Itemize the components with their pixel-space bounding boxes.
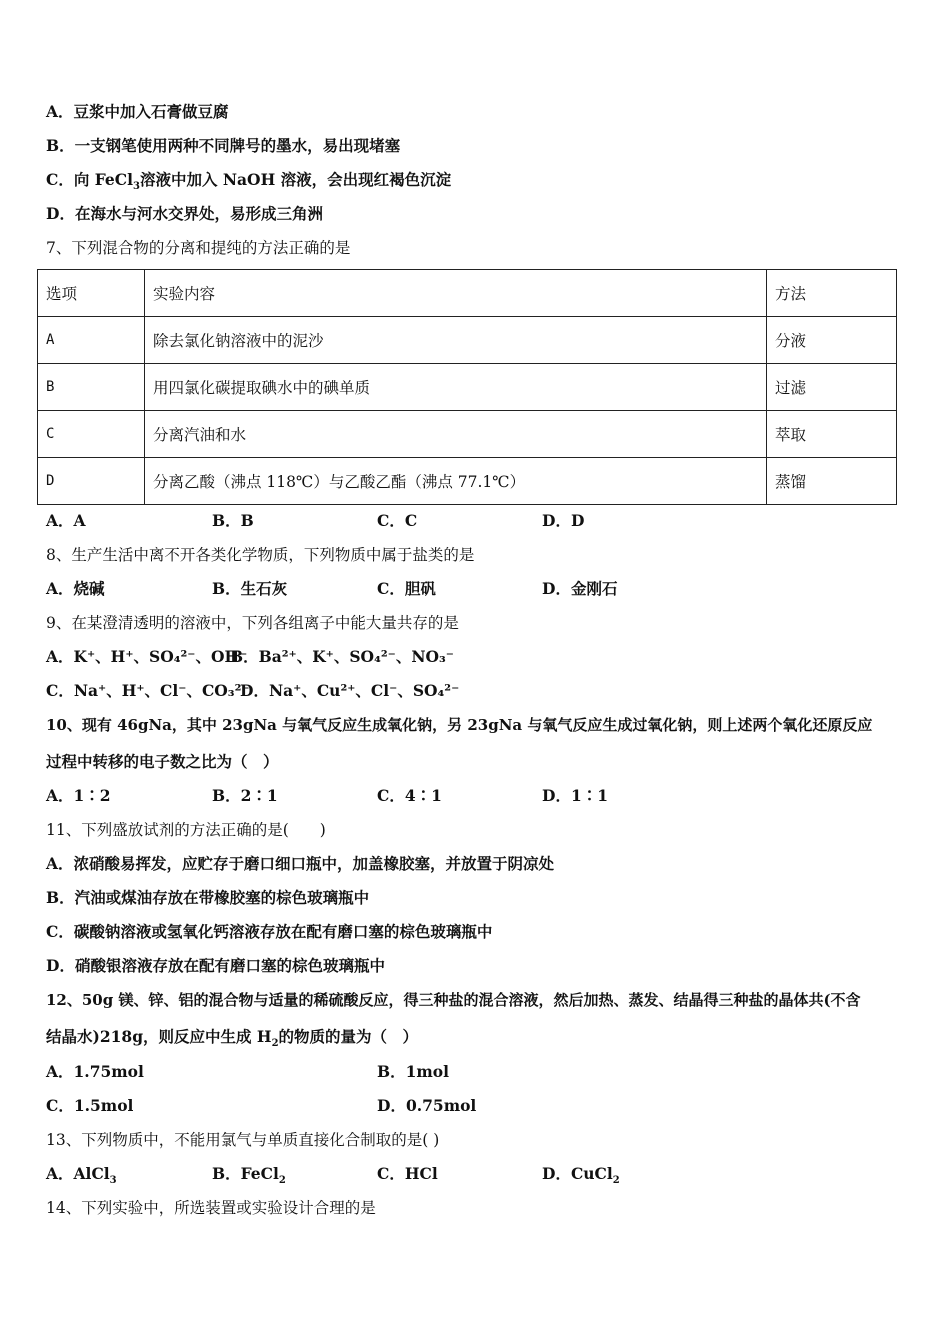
q12-stem-line1: 12、50g 镁、锌、铝的混合物与适量的稀硫酸反应，得三种盐的混合溶液，然后加热、蒸发、结晶得三种盐的晶体共(不含 [46,991,861,1009]
q8-option-d: D．金刚石 [542,579,618,598]
q11-option-b: B．汽油或煤油存放在带橡胶塞的棕色玻璃瓶中 [46,888,370,907]
header-content: 实验内容 [145,270,767,317]
q6-option-c: C．向 FeCl$_3$溶液中加入 NaOH 溶液，会出现红褐色沉淀 [46,170,452,193]
row-option: B [38,364,145,411]
q13-option-c: C．HCl [377,1164,438,1183]
table-row [38,364,897,411]
q12-option-a: A．1.75mol [46,1062,144,1081]
row-method: 过滤 [767,364,897,411]
q9-option-a: A．K⁺、H⁺、SO₄²⁻、OH⁻ [46,647,248,666]
q11-option-d: D．硝酸银溶液存放在配有磨口塞的棕色玻璃瓶中 [46,956,385,975]
row-content: 除去氯化钠溶液中的泥沙 [145,317,767,364]
table-row [38,458,897,505]
q13-option-a: A．AlCl$_3$ [46,1164,117,1187]
q7-table [37,269,897,505]
q7-option-c: C．C [377,511,418,530]
q11-stem: 11、下列盛放试剂的方法正确的是( ) [46,821,326,839]
row-content: 分离乙酸（沸点 118℃）与乙酸乙酯（沸点 77.1℃） [145,458,767,505]
q10-option-b: B．2∶1 [212,786,278,805]
q13-option-d: D．CuCl$_2$ [542,1164,620,1187]
q6-option-b: B．一支钢笔使用两种不同牌号的墨水，易出现堵塞 [46,136,401,155]
q12-option-b: B．1mol [377,1062,450,1081]
q7-option-b: B．B [212,511,254,530]
q10-option-c: C．4∶1 [377,786,442,805]
row-method: 分液 [767,317,897,364]
q8-stem: 8、生产生活中离不开各类化学物质，下列物质中属于盐类的是 [46,546,475,564]
table-header-row [38,270,897,317]
q13-stem: 13、下列物质中，不能用氯气与单质直接化合制取的是( ) [46,1131,440,1149]
q9-option-b: B．Ba²⁺、K⁺、SO₄²⁻、NO₃⁻ [230,647,454,666]
row-option: D [38,458,145,505]
table-row [38,317,897,364]
row-option: A [38,317,145,364]
table-row [38,411,897,458]
q9-stem: 9、在某澄清透明的溶液中，下列各组离子中能大量共存的是 [46,614,459,632]
q14-stem: 14、下列实验中，所选装置或实验设计合理的是 [46,1199,376,1217]
header-method: 方法 [767,270,897,317]
q10-option-d: D．1∶1 [542,786,609,805]
q8-option-b: B．生石灰 [212,579,288,598]
row-method: 萃取 [767,411,897,458]
q7-option-d: D．D [542,511,585,530]
q6-option-a: A．豆浆中加入石膏做豆腐 [46,102,229,121]
q8-option-a: A．烧碱 [46,579,105,598]
q12-stem-line2: 结晶水)218g，则反应中生成 $H_2$的物质的量为（ ） [46,1027,419,1050]
q10-stem-line2: 过程中转移的电子数之比为（ ） [46,752,279,771]
row-method: 蒸馏 [767,458,897,505]
row-content: 用四氯化碳提取碘水中的碘单质 [145,364,767,411]
q9-option-d: D．Na⁺、Cu²⁺、Cl⁻、SO₄²⁻ [240,681,460,700]
q11-option-c: C．碳酸钠溶液或氢氧化钙溶液存放在配有磨口塞的棕色玻璃瓶中 [46,922,493,941]
q12-option-c: C．1.5mol [46,1096,134,1115]
q13-option-b: B．FeCl$_2$ [212,1164,286,1187]
q10-stem-line1: 10、现有 46gNa，其中 23gNa 与氧气反应生成氧化钠，另 23gNa 与氧气反应生成过氧化钠，则上述两个氧化还原反应 [46,716,873,734]
header-option: 选项 [38,270,145,317]
q12-option-d: D．0.75mol [377,1096,477,1115]
q7-stem: 7、下列混合物的分离和提纯的方法正确的是 [46,239,351,257]
q8-option-c: C．胆矾 [377,579,436,598]
row-content: 分离汽油和水 [145,411,767,458]
q7-option-a: A．A [46,511,86,530]
q9-option-c: C．Na⁺、H⁺、Cl⁻、CO₃²⁻ [46,681,250,700]
row-option: C [38,411,145,458]
q10-option-a: A．1∶2 [46,786,111,805]
q11-option-a: A．浓硝酸易挥发，应贮存于磨口细口瓶中，加盖橡胶塞，并放置于阴凉处 [46,854,555,873]
q6-option-d: D．在海水与河水交界处，易形成三角洲 [46,204,323,223]
